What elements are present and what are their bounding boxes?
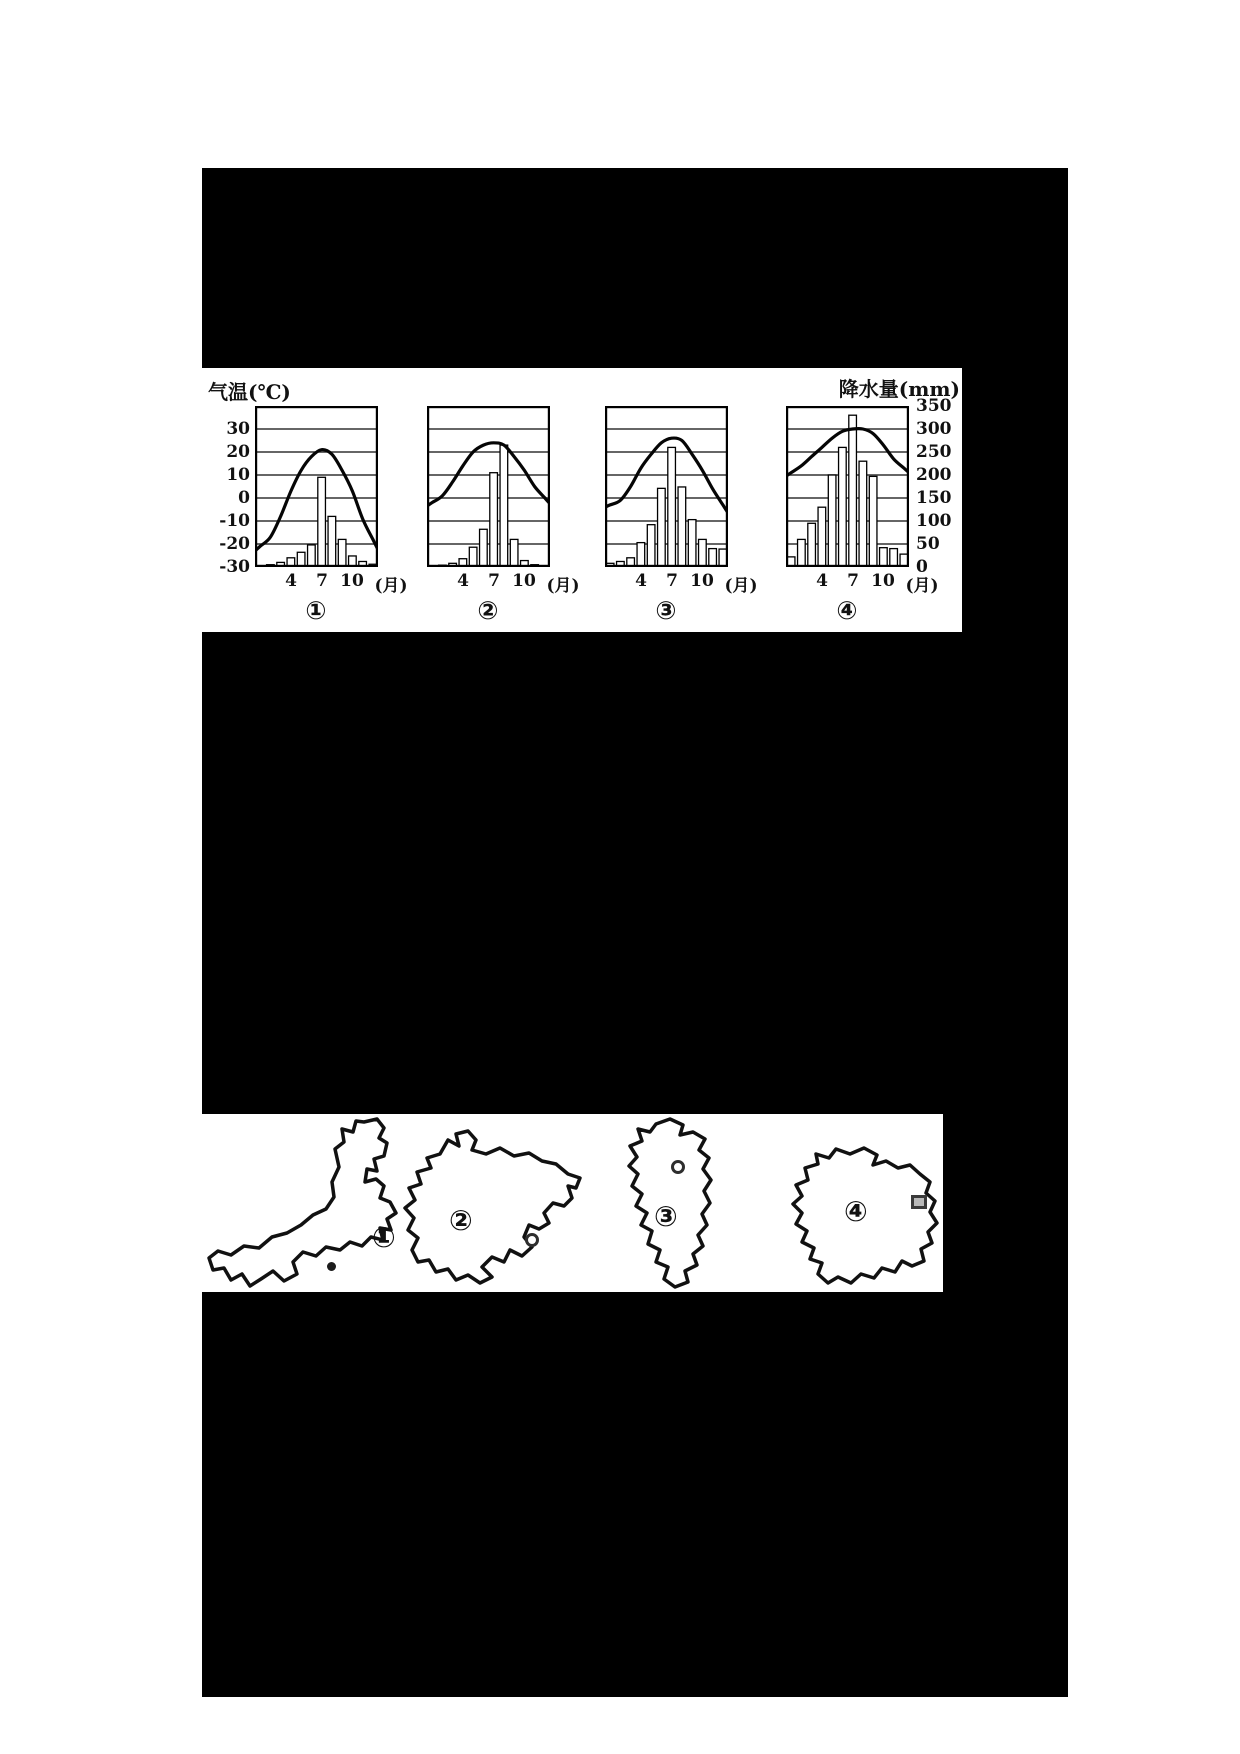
climograph-2-month-axis: [427, 571, 587, 596]
month-tick-7: 7: [847, 571, 859, 591]
city-marker-2: [525, 1233, 539, 1247]
month-unit: (月): [374, 576, 408, 596]
month-tick-4: 4: [816, 571, 828, 591]
month-tick-4: 4: [635, 571, 647, 591]
month-tick-10: 10: [871, 571, 895, 591]
city-marker-1: [327, 1262, 336, 1271]
month-tick-7: 7: [488, 571, 500, 591]
temp-tick-30: 30: [226, 419, 250, 439]
temp-tick-20: 20: [226, 442, 250, 462]
precip-tick-250: 250: [916, 442, 952, 462]
climograph-2-plot: [427, 406, 550, 567]
climograph-2-number: ②: [477, 596, 499, 625]
month-tick-7: 7: [666, 571, 678, 591]
month-tick-10: 10: [340, 571, 364, 591]
province-outline-2: [396, 1126, 586, 1286]
temp-tick-m20: -20: [219, 534, 250, 554]
climograph-4-month-axis: [786, 571, 946, 596]
climograph-3-month-axis: [605, 571, 765, 596]
province-3-number: ③: [654, 1200, 678, 1233]
climate-charts-figure: [202, 368, 962, 632]
climograph-1-plot: [255, 406, 378, 567]
precip-tick-350: 350: [916, 396, 952, 416]
climograph-4-plot: [786, 406, 909, 567]
province-1-number: ①: [372, 1221, 396, 1254]
precip-axis-title: 降水量(mm): [838, 377, 960, 401]
black-board: [202, 168, 1068, 1697]
month-tick-4: 4: [285, 571, 297, 591]
precip-tick-150: 150: [916, 488, 952, 508]
province-maps-figure: [202, 1114, 943, 1292]
month-tick-4: 4: [457, 571, 469, 591]
climograph-1-number: ①: [305, 596, 327, 625]
month-tick-7: 7: [316, 571, 328, 591]
precip-tick-50: 50: [916, 534, 940, 554]
month-tick-10: 10: [512, 571, 536, 591]
month-tick-10: 10: [690, 571, 714, 591]
precip-tick-200: 200: [916, 465, 952, 485]
climograph-1-month-axis: [255, 571, 415, 596]
precip-tick-300: 300: [916, 419, 952, 439]
climograph-3-plot: [605, 406, 728, 567]
climograph-3: [605, 406, 758, 628]
precip-tick-0: 0: [916, 557, 928, 577]
month-unit: (月): [546, 576, 580, 596]
city-marker-3: [671, 1160, 685, 1174]
climograph-3-number: ③: [655, 596, 677, 625]
temp-axis-title: 气温(℃): [208, 380, 291, 404]
climograph-4-number: ④: [836, 596, 858, 625]
climograph-2: [427, 406, 580, 628]
temp-tick-10: 10: [226, 465, 250, 485]
temp-tick-m30: -30: [219, 557, 250, 577]
province-4-number: ④: [844, 1195, 868, 1228]
temp-tick-0: 0: [238, 488, 250, 508]
city-marker-4: [911, 1195, 927, 1209]
climograph-1: [255, 406, 408, 628]
month-unit: (月): [724, 576, 758, 596]
month-unit: (月): [905, 576, 939, 596]
province-2-number: ②: [449, 1204, 473, 1237]
precip-tick-100: 100: [916, 511, 952, 531]
temp-tick-m10: -10: [219, 511, 250, 531]
